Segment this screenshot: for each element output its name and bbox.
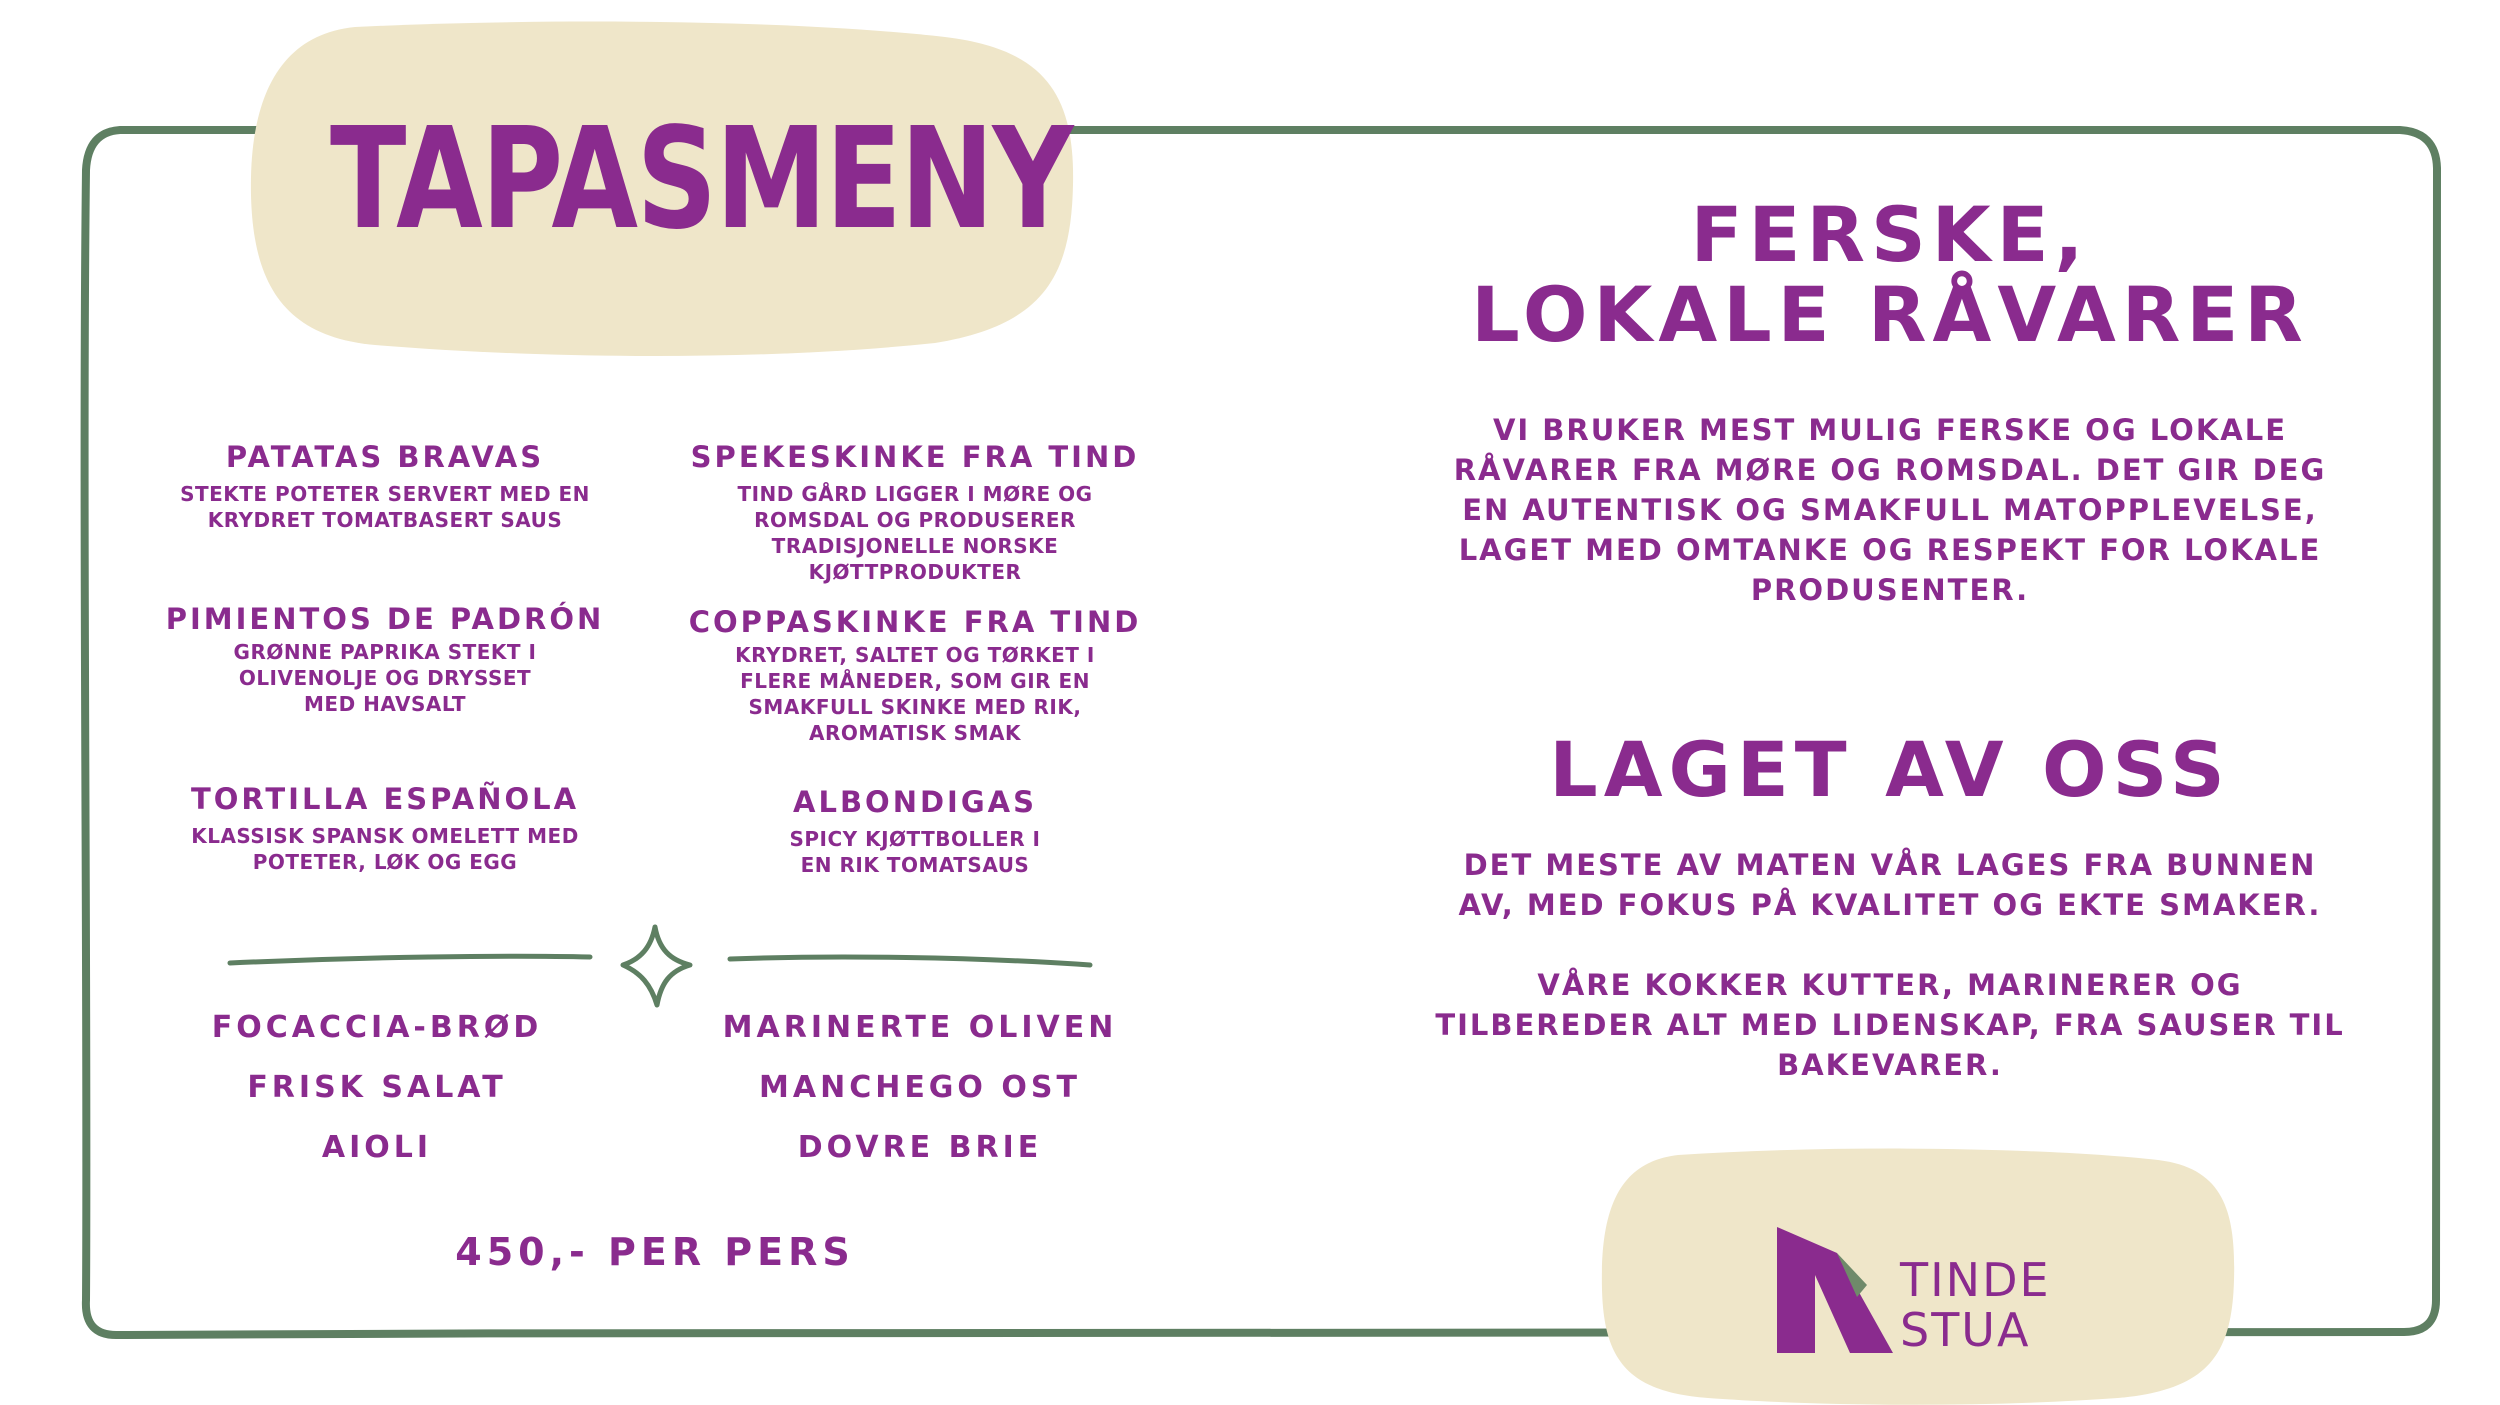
tinde-stua-logo-icon — [1775, 1225, 1895, 1355]
extra-item: MANCHEGO OST — [759, 1070, 1081, 1105]
dish-name: TORTILLA ESPAÑOLA — [190, 782, 580, 816]
dish-description: GRØNNE PAPRIKA STEKT I OLIVENOLJE OG DRYSSET MED HAVSALT — [233, 639, 537, 716]
section-text-made-2: VÅRE KOKKER KUTTER, MARINERER OG TILBEREDER ALT MED LIDENSKAP, FRA SAUSER TIL BAKEVARER. — [1435, 968, 2345, 1082]
dish-description: TIND GÅRD LIGGER I MØRE OG ROMSDAL OG PRODUSERER TRADISJONELLE NORSKE KJØTTPRODUKTER — [737, 481, 1093, 584]
logo-line: TINDE — [1900, 1253, 2051, 1307]
heading-line: LOKALE RÅVARER — [1471, 270, 2309, 359]
section-heading-fresh — [1400, 190, 2380, 359]
dish-pimientos-de-padron — [125, 602, 645, 717]
extra-item: FRISK SALAT — [247, 1070, 507, 1105]
dish-coppaskinke — [655, 605, 1175, 746]
extra-item: DOVRE BRIE — [797, 1130, 1043, 1165]
divider-ornament — [215, 915, 1105, 1015]
diamond-icon — [623, 927, 690, 1005]
dish-description: SPICY KJØTTBOLLER I EN RIK TOMATSAUS — [789, 826, 1041, 877]
dish-description: KRYDRET, SALTET OG TØRKET I FLERE MÅNEDER, SOM GIR EN SMAKFULL SKINKE MED RIK, AROMATISK SMAK — [735, 642, 1095, 745]
dish-description: KLASSISK SPANSK OMELETT MED POTETER, LØK OG EGG — [191, 823, 579, 874]
price-label: 450,- PER PERS — [455, 1230, 855, 1274]
logo-wordmark — [1900, 1255, 2051, 1355]
logo-line: STUA — [1900, 1303, 2031, 1357]
dish-name: ALBONDIGAS — [793, 785, 1037, 819]
extra-item: AIOLI — [321, 1130, 433, 1165]
section-text-fresh: VI BRUKER MEST MULIG FERSKE OG LOKALE RÅVARER FRA MØRE OG ROMSDAL. DET GIR DEG EN AUTENTISK OG SMAKFULL MATOPPLEVELSE, LAGET MED OMTANKE OG RESPEKT FOR LOKALE PRODUSENTER. — [1453, 413, 2327, 607]
menu-title: TAPASMENY — [330, 98, 1072, 261]
dish-albondigas — [655, 785, 1175, 878]
dish-name: SPEKESKINKE FRA TIND — [690, 440, 1140, 474]
dish-description: STEKTE POTETER SERVERT MED EN KRYDRET TOMATBASERT SAUS — [180, 481, 590, 532]
dish-patatas-bravas — [125, 440, 645, 533]
dish-spekeskinke — [655, 440, 1175, 585]
dish-name: PATATAS BRAVAS — [225, 440, 545, 474]
dish-name: COPPASKINKE FRA TIND — [688, 605, 1142, 639]
section-text-made-1: DET MESTE AV MATEN VÅR LAGES FRA BUNNEN AV, MED FOKUS PÅ KVALITET OG EKTE SMAKER. — [1458, 848, 2322, 922]
dish-tortilla-espanola — [125, 782, 645, 875]
extra-item: MARINERTE OLIVEN — [722, 1010, 1118, 1045]
dish-name: PIMIENTOS DE PADRÓN — [165, 602, 605, 636]
extra-item: FOCACCIA-BRØD — [211, 1010, 543, 1045]
heading-line: FERSKE, — [1690, 190, 2090, 279]
section-heading-made: LAGET AV OSS — [1549, 725, 2231, 814]
